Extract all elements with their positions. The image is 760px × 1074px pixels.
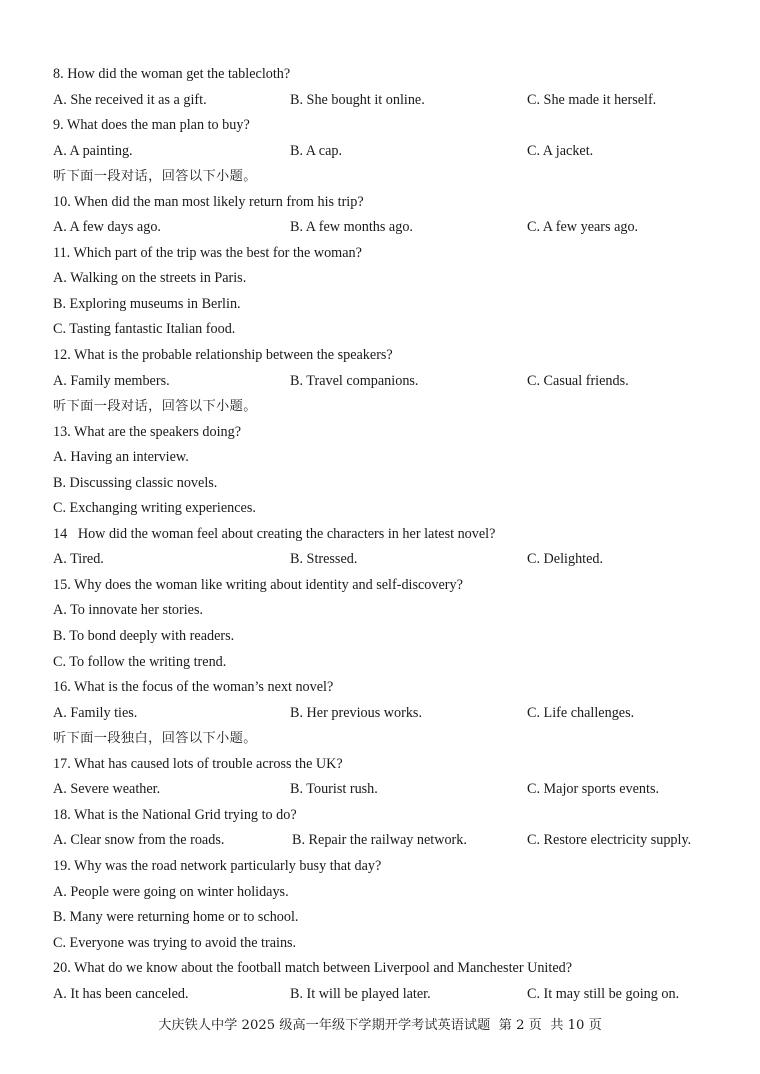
- option-b: B. Discussing classic novels.: [53, 474, 218, 491]
- option-c: C. Life challenges.: [527, 704, 635, 721]
- option-c: C. It may still be going on.: [527, 985, 680, 1002]
- option-c: C. To follow the writing trend.: [53, 653, 227, 670]
- option-c: C. Everyone was trying to avoid the trains.: [53, 934, 297, 951]
- option-a: A. A few days ago.: [53, 219, 161, 236]
- option-c: C. She made it herself.: [527, 91, 657, 108]
- option-row: [0, 88, 760, 114]
- option-b: B. To bond deeply with readers.: [53, 628, 235, 645]
- option-b: B. Many were returning home or to school.: [53, 909, 299, 926]
- option-b: B. She bought it online.: [290, 91, 425, 108]
- section-instruction: 听下面一段独白，回答以下小题。: [53, 731, 257, 747]
- option-a: A. Family members.: [53, 372, 170, 389]
- option-a: A. Tired.: [53, 551, 104, 568]
- question-stem: 10. When did the man most likely return from his trip?: [53, 193, 364, 210]
- option-a: A. Clear snow from the roads.: [53, 832, 225, 849]
- question-stem: 12. What is the probable relationship between the speakers?: [53, 347, 393, 364]
- question-stem: 8. How did the woman get the tablecloth?: [53, 66, 291, 82]
- option-row: [0, 547, 760, 573]
- option-b: B. Exploring museums in Berlin.: [53, 295, 241, 312]
- question-stem: 18. What is the National Grid trying to do?: [53, 806, 297, 823]
- option-a: A. People were going on winter holidays.: [53, 883, 289, 900]
- question-stem: 13. What are the speakers doing?: [53, 423, 242, 440]
- option-c: C. Restore electricity supply.: [527, 832, 692, 849]
- option-a: A. Family ties.: [53, 704, 138, 721]
- question-stem: 9. What does the man plan to buy?: [53, 117, 250, 134]
- option-row: [0, 369, 760, 395]
- question-stem: 20. What do we know about the football match between Liverpool and Manchester United?: [53, 960, 573, 977]
- option-a: A. She received it as a gift.: [53, 91, 207, 108]
- option-b: B. A cap.: [290, 142, 343, 159]
- option-b: B. It will be played later.: [290, 985, 431, 1002]
- option-row: [0, 982, 760, 1008]
- question-stem: 16. What is the focus of the woman’s next novel?: [53, 679, 334, 696]
- option-a: A. A painting.: [53, 142, 133, 159]
- option-b: B. Repair the railway network.: [292, 832, 467, 849]
- option-row: [0, 828, 760, 854]
- question-stem: 15. Why does the woman like writing about identity and self-discovery?: [53, 576, 463, 593]
- option-b: B. Tourist rush.: [290, 781, 378, 798]
- option-row: [0, 777, 760, 803]
- option-c: C. Major sports events.: [527, 781, 660, 798]
- option-row: [0, 701, 760, 727]
- option-c: C. Delighted.: [527, 551, 604, 568]
- option-b: B. Stressed.: [290, 551, 358, 568]
- question-stem: 19. Why was the road network particularly busy that day?: [53, 857, 382, 874]
- section-instruction: 听下面一段对话，回答以下小题。: [53, 399, 257, 415]
- option-c: C. Tasting fantastic Italian food.: [53, 321, 236, 338]
- option-c: C. A jacket.: [527, 142, 594, 159]
- page-footer: 大庆铁人中学 2025 级高一年级下学期开学考试英语试题 第 2 页 共 10 页: [158, 1018, 602, 1033]
- option-b: B. Travel companions.: [290, 372, 419, 389]
- option-c: C. Exchanging writing experiences.: [53, 500, 256, 517]
- question-stem: 17. What has caused lots of trouble across the UK?: [53, 755, 343, 772]
- option-a: A. It has been canceled.: [53, 985, 189, 1002]
- question-stem: 11. Which part of the trip was the best for the woman?: [53, 244, 362, 261]
- exam-page: [0, 62, 760, 1007]
- option-c: C. Casual friends.: [527, 372, 629, 389]
- option-a: A. Having an interview.: [53, 449, 189, 466]
- option-row: [0, 215, 760, 241]
- option-row: [0, 139, 760, 165]
- question-stem: 14 How did the woman feel about creating the characters in her latest novel?: [53, 525, 496, 542]
- option-b: B. Her previous works.: [290, 704, 423, 721]
- option-c: C. A few years ago.: [527, 219, 639, 236]
- section-instruction: 听下面一段对话，回答以下小题。: [53, 169, 257, 185]
- option-b: B. A few months ago.: [290, 219, 413, 236]
- option-a: A. Severe weather.: [53, 781, 161, 798]
- option-a: A. To innovate her stories.: [53, 602, 204, 619]
- option-a: A. Walking on the streets in Paris.: [53, 270, 247, 287]
